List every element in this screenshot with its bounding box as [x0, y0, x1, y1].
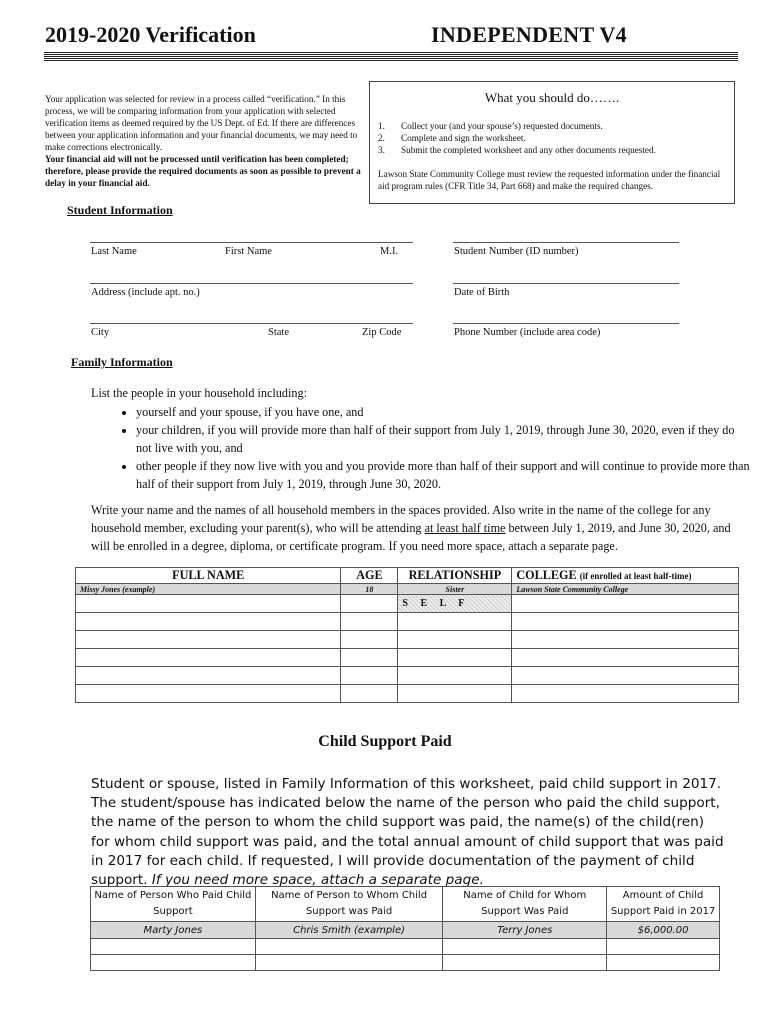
age-cell[interactable] — [341, 631, 398, 649]
student-number-line[interactable] — [453, 242, 679, 243]
table-header-row — [91, 887, 720, 922]
household-bullets — [110, 403, 751, 493]
college-cell[interactable] — [512, 595, 739, 613]
household-bullet: • other people if they now live with you and you provide more than half of their support and will continue to provide more than half of their support from July 1, 2019, through June 30, 2020. — [136, 457, 751, 493]
amount-header: Amount of Child Support Paid in 2017 — [607, 887, 720, 922]
age-cell[interactable] — [341, 595, 398, 613]
amount-cell[interactable] — [607, 939, 720, 955]
name-cell[interactable] — [76, 667, 341, 685]
table-header-row — [76, 568, 739, 584]
full-name-header: FULL NAME — [76, 568, 341, 584]
relationship-cell[interactable] — [398, 649, 512, 667]
first-name-label: First Name — [225, 246, 272, 257]
dob-line[interactable] — [453, 283, 679, 284]
child-support-heading: Child Support Paid — [318, 733, 452, 750]
address-label: Address (include apt. no.) — [91, 287, 200, 298]
table-row — [76, 613, 739, 631]
payee-cell[interactable] — [255, 955, 443, 971]
amount-cell[interactable] — [607, 955, 720, 971]
name-line[interactable] — [90, 242, 413, 243]
instruction-item: 2. Complete and sign the worksheet. — [378, 133, 526, 143]
dob-label: Date of Birth — [454, 287, 510, 298]
header-divider — [44, 52, 738, 61]
instructions-note: Lawson State Community College must review the requested information under the financial aid program rules (CFR Title 34, Part 668) and make the required changes. — [378, 169, 721, 191]
child-cell[interactable] — [443, 939, 607, 955]
table-row — [76, 685, 739, 703]
example-amount: $6,000.00 — [607, 922, 720, 939]
intro-text — [45, 93, 363, 189]
name-cell[interactable] — [76, 649, 341, 667]
college-cell[interactable] — [512, 667, 739, 685]
child-support-table — [90, 886, 720, 971]
college-cell[interactable] — [512, 685, 739, 703]
payee-header: Name of Person to Whom Child Support was Paid — [255, 887, 443, 922]
example-row — [76, 584, 739, 595]
example-name: Missy Jones (example) — [76, 584, 341, 595]
child-support-instructions: Student or spouse, listed in Family Information of this worksheet, paid child support in 2017. The student/spouse has indicated below the name of the person who paid the child support, the name of the person to whom the child support was paid, the name(s) of the child(ren) for whom child support was paid, and the total annual amount of child support that was paid in 2017 for each child. If requested, I will provide documentation of the payment of child support. If you need more space, attach a separate page. — [91, 776, 724, 889]
student-number-label: Student Number (ID number) — [454, 246, 579, 257]
age-header: AGE — [341, 568, 398, 584]
family-info-heading: Family Information — [71, 355, 173, 369]
payer-cell[interactable] — [91, 955, 256, 971]
relationship-cell[interactable] — [398, 631, 512, 649]
city-label: City — [91, 327, 110, 338]
example-age: 18 — [341, 584, 398, 595]
instructions-list — [378, 120, 656, 156]
mi-label: M.I. — [380, 246, 399, 257]
address-line[interactable] — [90, 283, 413, 284]
example-row — [91, 922, 720, 939]
name-cell[interactable] — [76, 685, 341, 703]
college-header: COLLEGE (if enrolled at least half-time) — [512, 568, 739, 584]
table-row — [76, 595, 739, 613]
relationship-cell[interactable] — [398, 613, 512, 631]
example-payer: Marty Jones — [91, 922, 256, 939]
name-cell[interactable] — [76, 595, 341, 613]
form-type-title: INDEPENDENT V4 — [431, 22, 627, 47]
phone-label: Phone Number (include area code) — [454, 327, 601, 338]
child-cell[interactable] — [443, 955, 607, 971]
name-cell[interactable] — [76, 631, 341, 649]
age-cell[interactable] — [341, 649, 398, 667]
last-name-label: Last Name — [91, 246, 137, 257]
name-cell[interactable] — [76, 613, 341, 631]
table-row — [76, 631, 739, 649]
relationship-cell[interactable] — [398, 685, 512, 703]
household-bullet: • yourself and your spouse, if you have one, and — [136, 403, 751, 421]
household-bullet: • your children, if you will provide more than half of their support from July 1, 2019, through June 30, 2020, even if they do not live with you, and — [136, 421, 751, 457]
child-header: Name of Child for Whom Support Was Paid — [443, 887, 607, 922]
age-cell[interactable] — [341, 613, 398, 631]
instructions-title: What you should do……. — [484, 90, 620, 105]
age-cell[interactable] — [341, 667, 398, 685]
example-payee: Chris Smith (example) — [255, 922, 443, 939]
self-cell: S E L F — [398, 595, 512, 613]
household-table — [75, 567, 739, 703]
college-cell[interactable] — [512, 631, 739, 649]
instructions-box — [369, 81, 735, 204]
student-info-heading: Student Information — [67, 203, 173, 217]
table-row — [91, 939, 720, 955]
table-row — [76, 649, 739, 667]
page-title: 2019-2020 Verification — [45, 22, 256, 47]
zip-label: Zip Code — [362, 327, 402, 338]
table-row — [76, 667, 739, 685]
instruction-item: 3. Submit the completed worksheet and any other documents requested. — [378, 145, 656, 155]
phone-line[interactable] — [453, 323, 679, 324]
relationship-header: RELATIONSHIP — [398, 568, 512, 584]
college-cell[interactable] — [512, 613, 739, 631]
payer-cell[interactable] — [91, 939, 256, 955]
intro-warning: Your financial aid will not be processed until verification has been completed; therefore, please provide the required documents as soon as possible to prevent a delay in your financial aid. — [45, 154, 361, 188]
city-state-zip-line[interactable] — [90, 323, 413, 324]
college-cell[interactable] — [512, 649, 739, 667]
payee-cell[interactable] — [255, 939, 443, 955]
state-label: State — [268, 327, 289, 338]
example-college: Lawson State Community College — [512, 584, 739, 595]
table-row — [91, 955, 720, 971]
intro-body: Your application was selected for review in a process called “verification.” In this process, we will be comparing information from your application with selected verification items as deemed required by the US Dept. of Ed. If there are differences between your application information and your financial documents, we may need to make corrections electronically. — [45, 94, 358, 152]
example-relationship: Sister — [398, 584, 512, 595]
household-list-intro: List the people in your household including: — [91, 386, 307, 400]
age-cell[interactable] — [341, 685, 398, 703]
relationship-cell[interactable] — [398, 667, 512, 685]
household-instructions: Write your name and the names of all household members in the spaces provided. Also write in the name of the college for any household member, excluding your parent(s), who will be attending at least half time between July 1, 2019, and June 30, 2020, and will be enrolled in a degree, diploma, or certificate program. If you need more space, attach a separate page. — [91, 503, 731, 553]
instruction-item: 1. Collect your (and your spouse’s) requested documents. — [378, 121, 603, 131]
example-child: Terry Jones — [443, 922, 607, 939]
payer-header: Name of Person Who Paid Child Support — [91, 887, 256, 922]
